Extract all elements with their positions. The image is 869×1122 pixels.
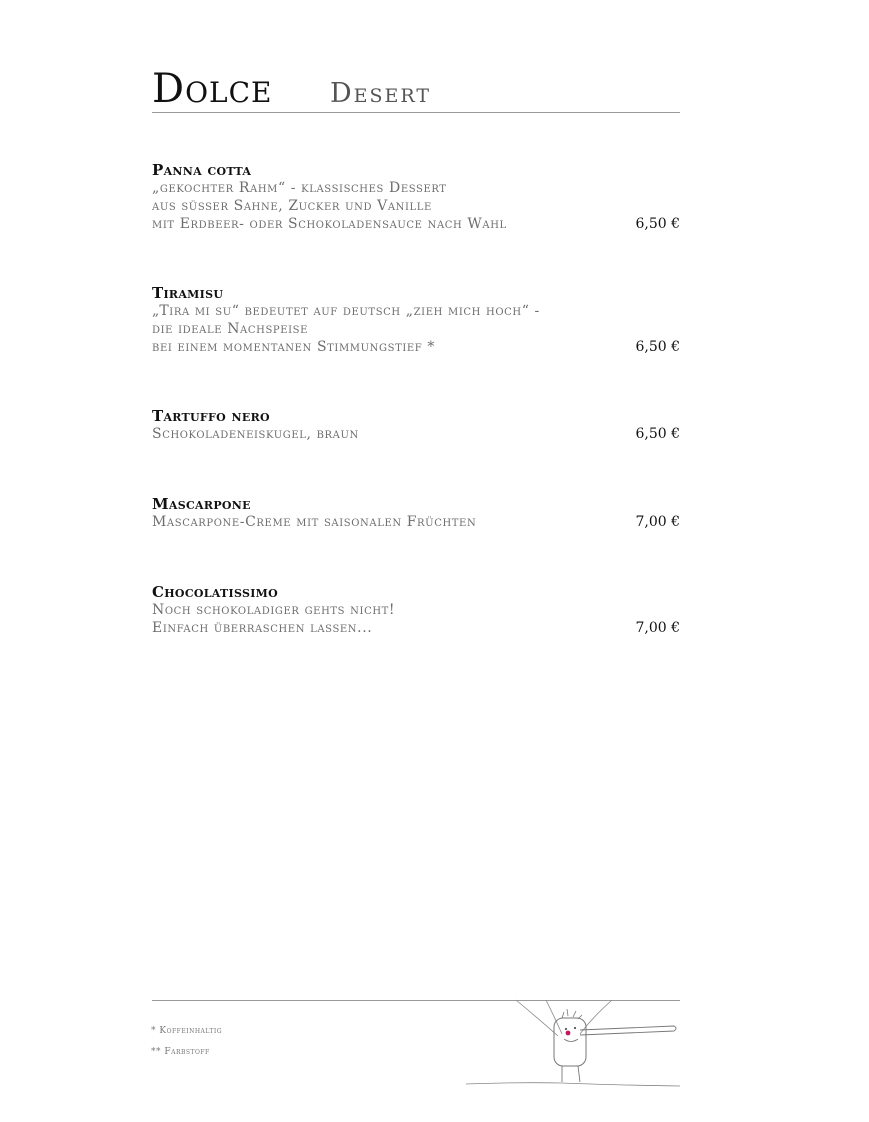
item-description <box>152 179 680 233</box>
pinocchio-doodle-icon <box>462 998 682 1092</box>
menu-item-panna-cotta <box>152 161 680 233</box>
item-price: 7,00 € <box>635 514 680 530</box>
item-price: 7,00 € <box>635 620 680 636</box>
item-price: 6,50 € <box>635 216 680 232</box>
menu-item-tiramisu <box>152 284 680 356</box>
item-price: 6,50 € <box>635 339 680 355</box>
item-description-line: „gekochter Rahm“ - klassisches Dessert <box>152 180 447 196</box>
item-name: Tartuffo nero <box>152 407 270 425</box>
menu-header <box>152 66 680 113</box>
menu-item-tartuffo-nero <box>152 407 680 443</box>
item-description-line: Noch schokoladiger gehts nicht! <box>152 602 396 618</box>
page-title: Dolce <box>152 66 273 112</box>
item-name: Panna cotta <box>152 161 252 179</box>
item-description <box>152 425 680 443</box>
item-description <box>152 302 680 356</box>
item-description <box>152 513 680 531</box>
footnote-colorant: ** Farbstoff <box>151 1047 210 1057</box>
item-name: Tiramisu <box>152 284 224 302</box>
item-description-line: mit Erdbeer- oder Schokoladensauce nach Wahl <box>152 216 507 232</box>
item-description-line: bei einem momentanen Stimmungstief * <box>152 339 435 355</box>
item-description-line: Einfach überraschen lassen... <box>152 620 373 636</box>
item-name: Chocolatissimo <box>152 583 278 601</box>
item-description-line: „Tira mi su“ bedeutet auf deutsch „zieh mich hoch“ - <box>152 303 540 319</box>
page-subtitle: Desert <box>330 78 432 109</box>
item-description-line: die ideale Nachspeise <box>152 321 309 337</box>
item-description-line: Mascarpone-Creme mit saisonalen Früchten <box>152 514 477 530</box>
item-description-line: Schokoladeneiskugel, braun <box>152 426 359 442</box>
menu-item-chocolatissimo <box>152 583 680 637</box>
item-price: 6,50 € <box>635 426 680 442</box>
footnote-caffeine: * Koffeinhaltig <box>151 1026 223 1036</box>
menu-item-mascarpone <box>152 495 680 531</box>
item-description-line: aus süsser Sahne, Zucker und Vanille <box>152 198 432 214</box>
item-description <box>152 601 680 637</box>
item-name: Mascarpone <box>152 495 251 513</box>
